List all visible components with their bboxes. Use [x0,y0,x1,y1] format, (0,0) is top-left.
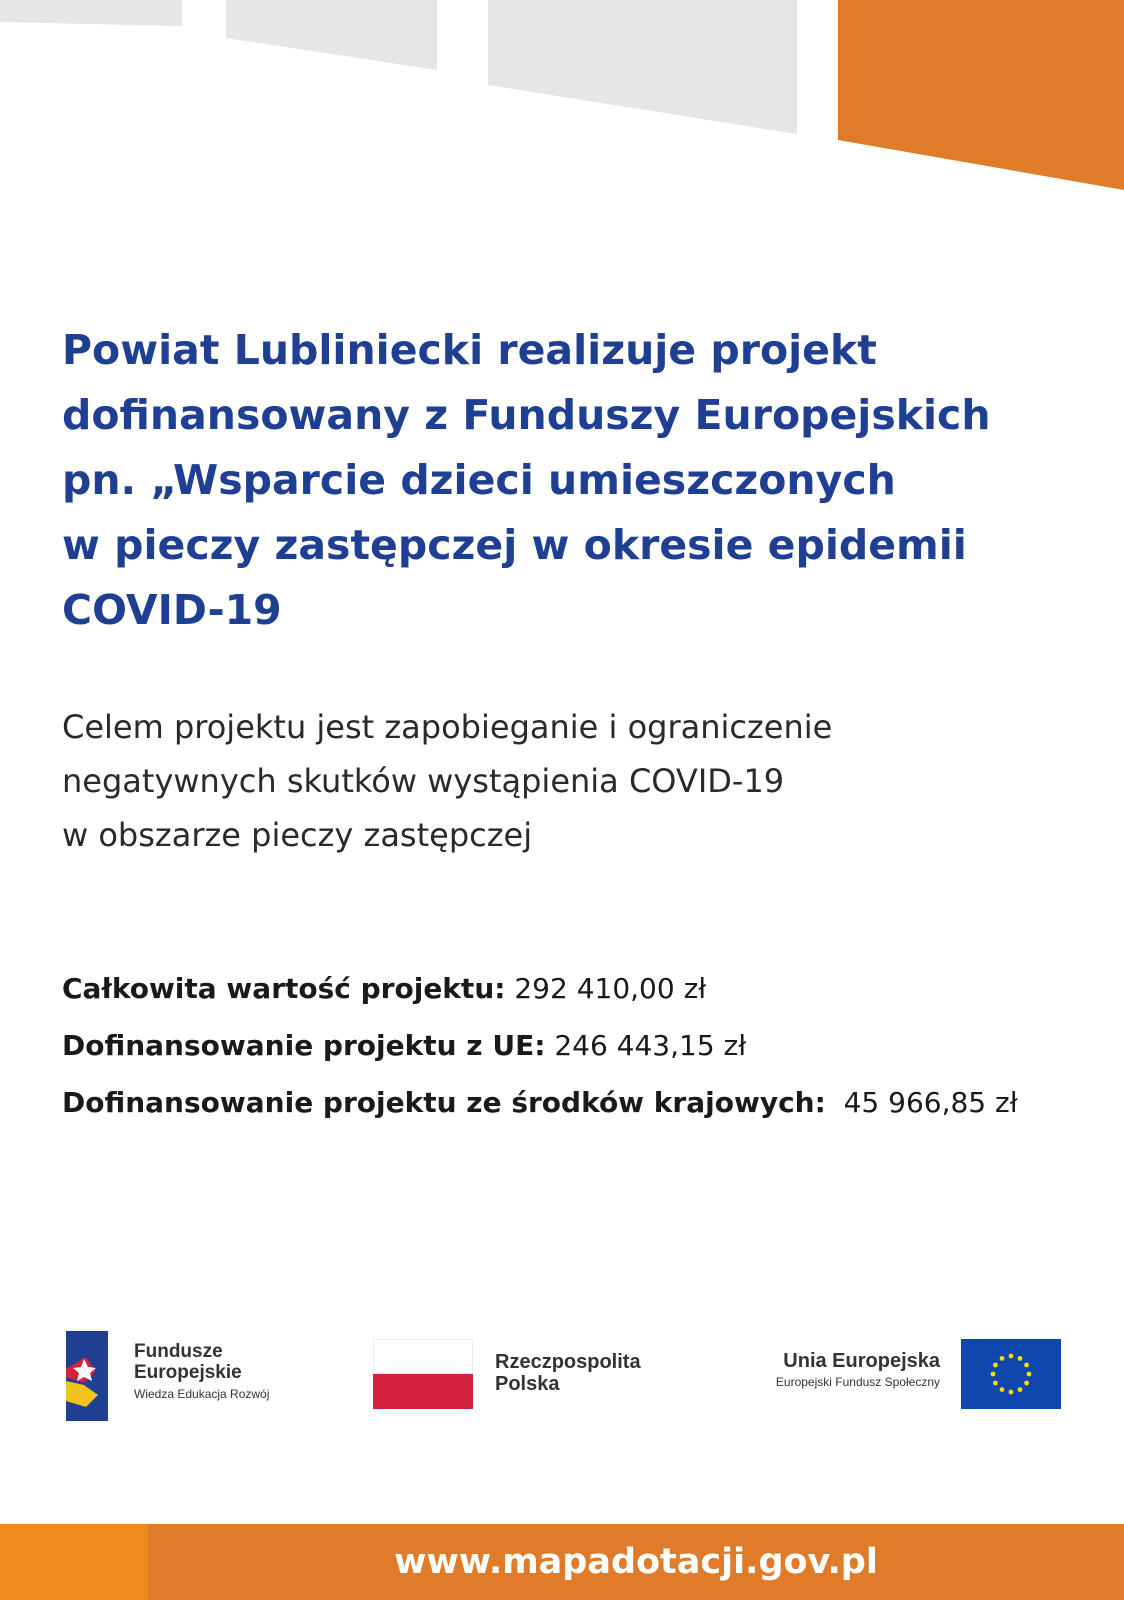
title-line: dofinansowany z Funduszy Europejskich [62,391,991,439]
goal-line: negatywnych skutków wystąpienia COVID-19 [62,762,785,800]
total-value-row [62,960,1102,1017]
fe-line1: Fundusze [134,1341,223,1362]
logos-strip [0,1341,1124,1445]
fe-subtitle: Wiedza Edukacja Rozwój [134,1387,270,1401]
rp-logo-text [495,1351,641,1395]
orange-panel [838,0,1124,190]
total-value-label: Całkowita wartość projektu: [62,972,506,1005]
title-line: Powiat Lubliniecki realizuje projekt [62,326,877,374]
title-line: pn. „Wsparcie dzieci umieszczonych [62,456,896,504]
project-goal [62,700,1082,862]
financing-summary [62,960,1102,1131]
footer-bar [0,1524,1124,1600]
rp-line2: Polska [495,1373,560,1395]
eu-funding-label: Dofinansowanie projektu z UE: [62,1029,546,1062]
eu-funding-amount: 246 443,15 zł [554,1029,747,1062]
fe-logo-text [134,1341,269,1405]
gray-panel-2 [226,0,437,70]
title-line: w pieczy zastępczej w okresie epidemii [62,521,967,569]
rp-line1: Rzeczpospolita [495,1351,641,1373]
eu-flag-icon [961,1339,1061,1409]
eu-funding-row [62,1017,1102,1074]
total-value-amount: 292 410,00 zł [514,972,707,1005]
project-title [62,318,1082,643]
footer-accent [0,1524,148,1600]
ue-line1: Unia Europejska [783,1350,940,1372]
polish-flag-icon [373,1339,473,1409]
goal-line: w obszarze pieczy zastępczej [62,816,533,854]
footer-url-link[interactable]: www.mapadotacji.gov.pl [394,1542,878,1582]
european-funds-star-icon [66,1331,114,1421]
gray-panel-1 [0,0,182,26]
goal-line: Celem projektu jest zapobieganie i ograniczenie [62,708,833,746]
national-funding-amount: 45 966,85 zł [834,1086,1018,1119]
top-decoration [0,0,1124,200]
ue-logo-text [700,1349,940,1391]
national-funding-row [62,1074,1102,1131]
title-line: COVID-19 [62,586,282,634]
national-funding-label: Dofinansowanie projektu ze środków krajowych: [62,1086,826,1119]
gray-panel-3 [488,0,797,134]
ue-line2: Europejski Fundusz Społeczny [775,1375,940,1389]
fe-line2: Europejskie [134,1362,242,1383]
